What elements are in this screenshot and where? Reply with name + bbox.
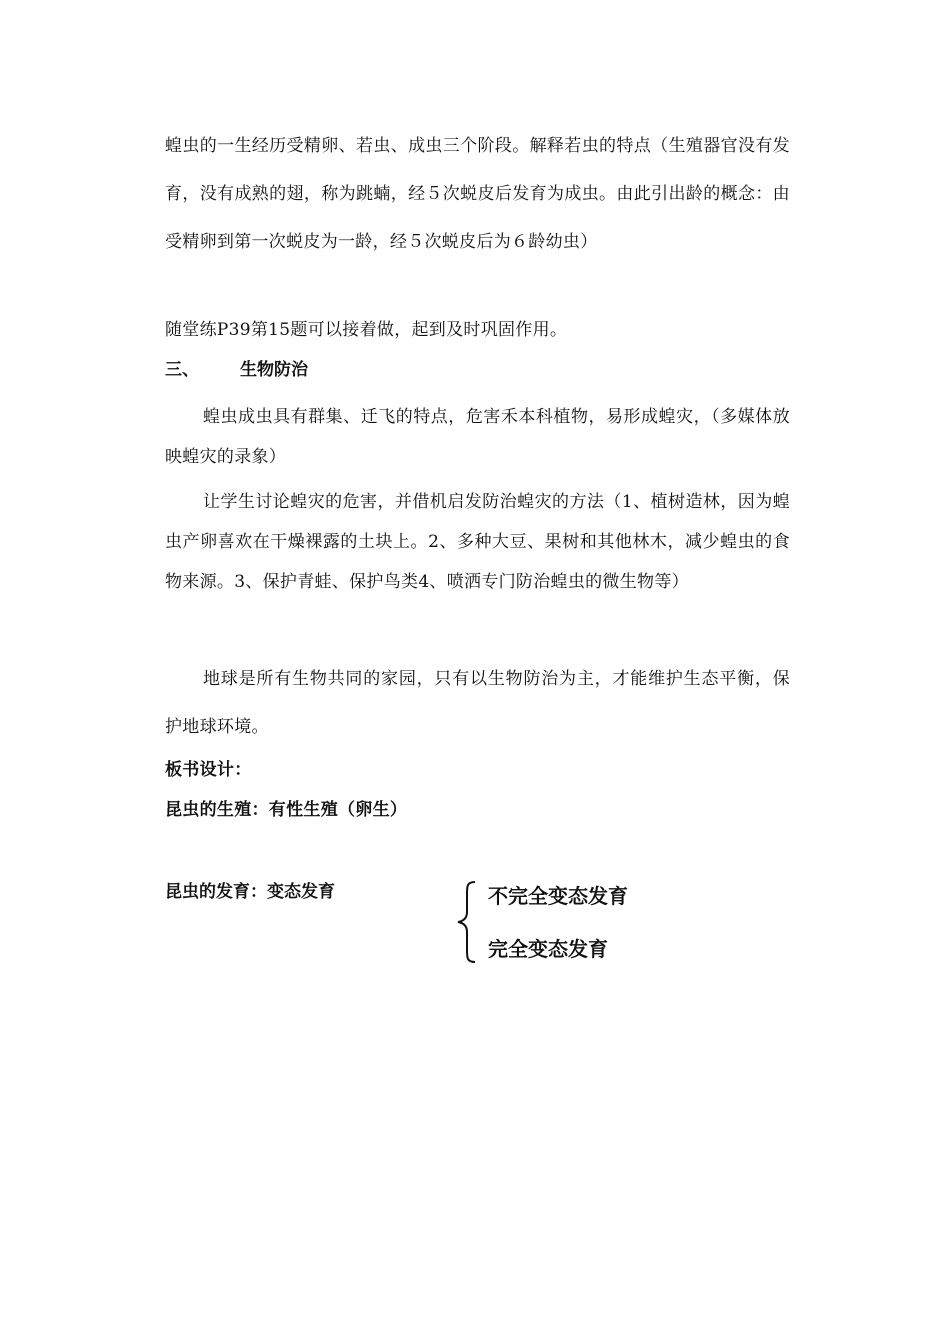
section-number: 三、 (165, 360, 199, 380)
branch-incomplete-metamorphosis: 不完全变态发育 (488, 884, 628, 908)
curly-brace-icon (455, 880, 481, 964)
paragraph-prevention-methods: 让学生讨论蝗灾的危害，并借机启发防治蝗灾的方法（1、植树造林，因为蝗虫产卵喜欢在干燥裸露的土块上。2、多种大豆、果树和其他林木，减少蝗虫的食物来源。3、保护青蛙、保护鸟类4、喷洒专门防治蝗虫的微生物等） (165, 492, 790, 592)
section-title: 生物防治 (240, 360, 308, 380)
board-design-heading: 板书设计： (165, 760, 252, 780)
board-development-label: 昆虫的发育：变态发育 (165, 882, 335, 902)
paragraph-locust-plague: 蝗虫成虫具有群集、迁飞的特点，危害禾本科植物，易形成蝗灾，（多媒体放映蝗灾的录象） (165, 407, 790, 467)
paragraph-locust-life-cycle: 蝗虫的一生经历受精卵、若虫、成虫三个阶段。解释若虫的特点（生殖器官没有发育，没有成熟的翅，称为跳蝻，经５次蜕皮后发育为成虫。由此引出龄的概念：由受精卵到第一次蜕皮为一龄，经５次蜕皮后为６龄幼虫） (165, 136, 790, 252)
paragraph-earth-home: 地球是所有生物共同的家园，只有以生物防治为主，才能维护生态平衡，保护地球环境。 (165, 669, 790, 737)
section-heading-biological-control (165, 356, 308, 384)
branch-complete-metamorphosis: 完全变态发育 (488, 937, 608, 961)
paragraph-practice-note: 随堂练P39第15题可以接着做，起到及时巩固作用。 (165, 320, 568, 340)
board-reproduction-line: 昆虫的生殖：有性生殖（卵生） (165, 800, 408, 820)
